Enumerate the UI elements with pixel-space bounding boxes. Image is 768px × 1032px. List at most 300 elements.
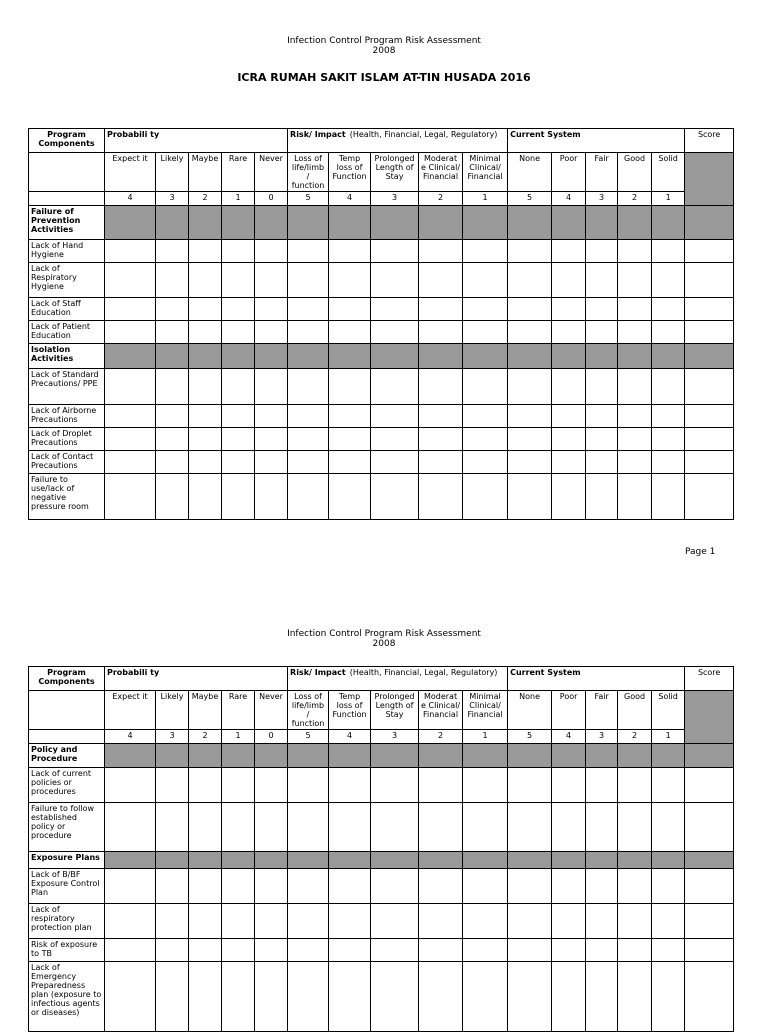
rating-cell [222,474,255,520]
shaded-cell [288,852,329,869]
rating-cell [156,240,189,263]
shaded-cell [586,744,618,768]
system-value: 5 [508,192,552,206]
rating-cell [189,451,222,474]
shaded-cell [508,744,552,768]
score-shaded-cell [685,691,734,744]
rating-cell [685,939,734,962]
system-value: 3 [586,192,618,206]
rating-cell [255,904,288,939]
rating-cell [586,962,618,1032]
rating-cell [105,263,156,298]
rating-cell [652,321,685,344]
rating-cell [685,768,734,803]
rating-cell [618,405,652,428]
shaded-cell [255,344,288,369]
rating-cell [508,768,552,803]
doc-header-line1: Infection Control Program Risk Assessment [287,36,481,46]
rating-cell [463,474,508,520]
shaded-cell [255,744,288,768]
probability-col-label: Maybe [189,153,222,192]
rating-cell [685,298,734,321]
system-value: 5 [508,730,552,744]
shaded-cell [618,744,652,768]
rating-cell [508,904,552,939]
table-row [29,321,734,344]
rating-cell [552,405,586,428]
system-value: 3 [586,730,618,744]
rating-cell [508,474,552,520]
risk-col-label: Temp loss of Function [329,691,371,730]
table-row [29,405,734,428]
shaded-cell [222,344,255,369]
rating-cell [255,369,288,405]
rating-cell [288,428,329,451]
section-row [29,744,734,768]
rating-cell [463,263,508,298]
shaded-cell [329,344,371,369]
rating-cell [419,298,463,321]
rating-cell [156,428,189,451]
rating-cell [586,803,618,852]
rating-cell [508,321,552,344]
probability-col-label: Likely [156,691,189,730]
system-col-label: Solid [652,691,685,730]
rating-cell [255,298,288,321]
rating-cell [552,904,586,939]
table-row [29,803,734,852]
rating-cell [105,939,156,962]
doc-header-line2-page2: 2008 [372,639,396,649]
rating-cell [463,904,508,939]
shaded-cell [419,206,463,240]
shaded-cell [508,206,552,240]
program-components-header: Program Components [29,129,105,153]
rating-cell [685,474,734,520]
table-row [29,939,734,962]
probability-header: Probabili ty [105,667,288,691]
rating-cell [463,803,508,852]
rating-cell [508,298,552,321]
probability-header: Probabili ty [105,129,288,153]
section-label: Failure of Prevention Activities [29,206,105,240]
rating-cell [508,962,552,1032]
rating-cell [329,474,371,520]
rating-cell [189,240,222,263]
shaded-cell [222,744,255,768]
rating-cell [189,939,222,962]
rating-cell [222,962,255,1032]
risk-col-label: Temp loss of Function [329,153,371,192]
system-value: 4 [552,730,586,744]
system-col-label: Good [618,153,652,192]
table-row [29,768,734,803]
shaded-cell [105,852,156,869]
shaded-cell [618,852,652,869]
probability-col-label: Maybe [189,691,222,730]
rating-cell [288,869,329,904]
rating-cell [156,321,189,344]
header-row-groups [29,667,734,691]
probability-col-label: Expect it [105,153,156,192]
rating-cell [189,904,222,939]
risk-impact-note: (Health, Financial, Legal, Regulatory) [349,668,498,677]
section-row [29,206,734,240]
risk-impact-label: Risk/ Impact [290,130,346,139]
section-label: Isolation Activities [29,344,105,369]
rating-cell [156,263,189,298]
rating-cell [288,768,329,803]
system-value: 1 [652,192,685,206]
rating-cell [255,263,288,298]
table-row [29,904,734,939]
row-label: Lack of Respiratory Hygiene [29,263,105,298]
rating-cell [586,904,618,939]
rating-cell [288,939,329,962]
rating-cell [156,298,189,321]
rating-cell [222,939,255,962]
row-label: Failure to follow established policy or procedure [29,803,105,852]
rating-cell [618,803,652,852]
rating-cell [222,263,255,298]
header-row-labels [29,153,734,192]
row-label: Risk of exposure to TB [29,939,105,962]
rating-cell [371,298,419,321]
risk-value: 2 [419,192,463,206]
doc-header-line1-page2: Infection Control Program Risk Assessment [287,629,481,639]
rating-cell [552,451,586,474]
system-value: 2 [618,730,652,744]
rating-cell [419,939,463,962]
row-label: Lack of current policies or procedures [29,768,105,803]
shaded-cell [189,852,222,869]
rating-cell [552,768,586,803]
rating-cell [371,939,419,962]
shaded-cell [419,852,463,869]
rating-cell [329,298,371,321]
system-value: 4 [552,192,586,206]
probability-value: 4 [105,192,156,206]
rating-cell [552,428,586,451]
rating-cell [105,369,156,405]
system-value: 2 [618,192,652,206]
rating-cell [156,869,189,904]
rating-cell [288,240,329,263]
rating-cell [552,939,586,962]
system-col-label: Fair [586,153,618,192]
rating-cell [156,803,189,852]
rating-cell [552,321,586,344]
rating-cell [586,298,618,321]
rating-cell [463,405,508,428]
rating-cell [105,298,156,321]
rating-cell [508,939,552,962]
rating-cell [419,962,463,1032]
shaded-cell [371,744,419,768]
table-row [29,962,734,1032]
probability-col-label: Expect it [105,691,156,730]
system-col-label: None [508,691,552,730]
rating-cell [508,369,552,405]
rating-cell [652,869,685,904]
shaded-cell [222,206,255,240]
rating-cell [685,321,734,344]
rating-cell [618,962,652,1032]
shaded-cell [652,344,685,369]
doc-header-line2: 2008 [372,46,396,56]
rating-cell [288,474,329,520]
rating-cell [156,962,189,1032]
probability-value: 3 [156,192,189,206]
probability-col-label: Likely [156,153,189,192]
rating-cell [463,768,508,803]
system-col-label: None [508,153,552,192]
rating-cell [652,369,685,405]
program-components-header: Program Components [29,667,105,691]
rating-cell [222,405,255,428]
rating-cell [189,298,222,321]
rating-cell [652,428,685,451]
shaded-cell [222,852,255,869]
risk-col-label: Loss of life/limb / function [288,153,329,192]
rating-cell [156,904,189,939]
rating-cell [618,869,652,904]
row-label: Lack of B/BF Exposure Control Plan [29,869,105,904]
blank-cell [29,153,105,192]
rating-cell [156,369,189,405]
rating-cell [508,428,552,451]
rating-cell [463,298,508,321]
rating-cell [189,321,222,344]
shaded-cell [419,744,463,768]
shaded-cell [329,744,371,768]
rating-cell [508,451,552,474]
rating-cell [463,939,508,962]
rating-cell [255,869,288,904]
header-row-values [29,730,734,744]
rating-cell [222,321,255,344]
shaded-cell [329,852,371,869]
rating-cell [189,369,222,405]
rating-cell [586,369,618,405]
current-system-header: Current System [508,667,685,691]
rating-cell [463,869,508,904]
risk-impact-note: (Health, Financial, Legal, Regulatory) [349,130,498,139]
rating-cell [222,298,255,321]
rating-cell [371,263,419,298]
rating-cell [652,803,685,852]
rating-cell [419,405,463,428]
row-label: Lack of Hand Hygiene [29,240,105,263]
rating-cell [371,240,419,263]
shaded-cell [371,206,419,240]
rating-cell [652,768,685,803]
rating-cell [189,474,222,520]
rating-cell [288,451,329,474]
rating-cell [463,240,508,263]
rating-cell [329,451,371,474]
risk-value: 5 [288,730,329,744]
rating-cell [463,962,508,1032]
rating-cell [618,263,652,298]
rating-cell [586,405,618,428]
header-row-groups [29,129,734,153]
rating-cell [255,474,288,520]
probability-value: 1 [222,730,255,744]
shaded-cell [156,206,189,240]
shaded-cell [255,852,288,869]
section-row [29,852,734,869]
rating-cell [586,768,618,803]
probability-col-label: Rare [222,691,255,730]
table-row [29,369,734,405]
rating-cell [371,451,419,474]
rating-cell [371,474,419,520]
rating-cell [552,869,586,904]
rating-cell [618,298,652,321]
rating-cell [618,939,652,962]
rating-cell [105,869,156,904]
rating-cell [329,405,371,428]
score-shaded-cell [685,153,734,206]
row-label: Lack of Emergency Preparedness plan (exposure to infectious agents or diseases) [29,962,105,1032]
shaded-cell [371,852,419,869]
rating-cell [105,962,156,1032]
shaded-cell [552,344,586,369]
risk-impact-label: Risk/ Impact [290,668,346,677]
rating-cell [419,369,463,405]
row-label: Failure to use/lack of negative pressure room [29,474,105,520]
risk-value: 4 [329,730,371,744]
rating-cell [288,405,329,428]
rating-cell [419,803,463,852]
risk-col-label: Prolonged Length of Stay [371,691,419,730]
shaded-cell [255,206,288,240]
rating-cell [156,768,189,803]
rating-cell [255,405,288,428]
rating-cell [618,428,652,451]
section-row [29,344,734,369]
rating-cell [189,962,222,1032]
table-row [29,428,734,451]
rating-cell [586,451,618,474]
rating-cell [652,939,685,962]
shaded-cell [463,852,508,869]
rating-cell [685,405,734,428]
shaded-cell [288,206,329,240]
shaded-cell [586,344,618,369]
shaded-cell [463,344,508,369]
section-label: Policy and Procedure [29,744,105,768]
rating-cell [255,428,288,451]
shaded-cell [552,744,586,768]
shaded-cell [586,206,618,240]
risk-col-label: Prolonged Length of Stay [371,153,419,192]
shaded-cell [552,852,586,869]
rating-cell [156,474,189,520]
rating-cell [371,869,419,904]
row-label: Lack of Droplet Precautions [29,428,105,451]
probability-value: 2 [189,730,222,744]
rating-cell [586,240,618,263]
shaded-cell [652,852,685,869]
probability-value: 4 [105,730,156,744]
rating-cell [552,369,586,405]
rating-cell [552,298,586,321]
risk-assessment-table-page2 [28,666,734,1032]
rating-cell [255,240,288,263]
risk-impact-header [288,129,508,153]
rating-cell [652,451,685,474]
rating-cell [685,962,734,1032]
risk-col-label: Minimal Clinical/ Financial [463,153,508,192]
rating-cell [189,405,222,428]
rating-cell [255,962,288,1032]
rating-cell [105,803,156,852]
rating-cell [552,240,586,263]
rating-cell [288,263,329,298]
rating-cell [618,474,652,520]
score-header: Score [685,667,734,691]
rating-cell [189,803,222,852]
rating-cell [371,768,419,803]
rating-cell [586,869,618,904]
system-col-label: Solid [652,153,685,192]
rating-cell [329,939,371,962]
rating-cell [552,803,586,852]
rating-cell [685,369,734,405]
rating-cell [329,321,371,344]
probability-col-label: Never [255,153,288,192]
rating-cell [222,803,255,852]
rating-cell [463,369,508,405]
rating-cell [329,369,371,405]
rating-cell [552,474,586,520]
shaded-cell [685,744,734,768]
probability-value: 0 [255,730,288,744]
rating-cell [255,321,288,344]
table-row [29,240,734,263]
shaded-cell [189,206,222,240]
probability-col-label: Rare [222,153,255,192]
blank-cell [29,730,105,744]
shaded-cell [463,744,508,768]
rating-cell [419,869,463,904]
rating-cell [419,428,463,451]
rating-cell [288,298,329,321]
rating-cell [105,904,156,939]
rating-cell [329,240,371,263]
rating-cell [288,962,329,1032]
rating-cell [618,451,652,474]
rating-cell [371,962,419,1032]
rating-cell [652,962,685,1032]
page-title: ICRA RUMAH SAKIT ISLAM AT-TIN HUSADA 2016 [237,71,531,84]
row-label: Lack of respiratory protection plan [29,904,105,939]
system-col-label: Fair [586,691,618,730]
system-col-label: Poor [552,691,586,730]
rating-cell [419,768,463,803]
rating-cell [371,321,419,344]
rating-cell [105,321,156,344]
rating-cell [552,263,586,298]
risk-value: 2 [419,730,463,744]
rating-cell [371,428,419,451]
page-number: Page 1 [685,547,716,557]
rating-cell [371,405,419,428]
row-label: Lack of Airborne Precautions [29,405,105,428]
rating-cell [288,321,329,344]
